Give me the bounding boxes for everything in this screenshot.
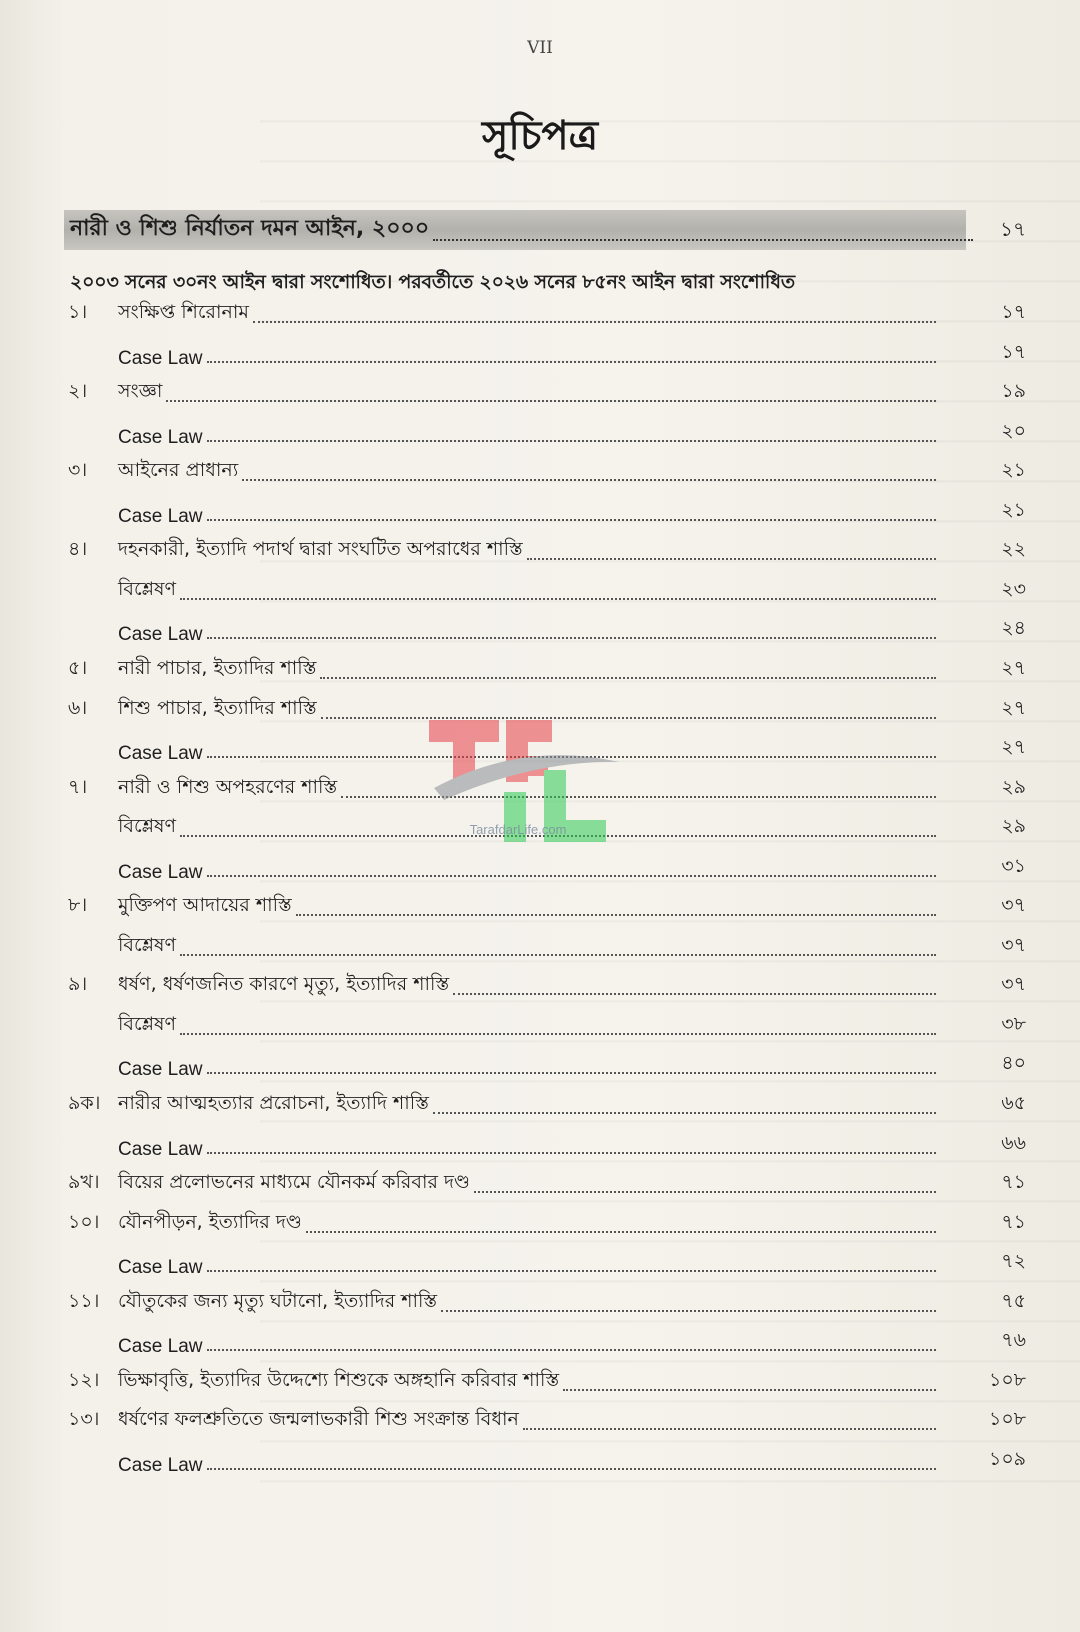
toc-sub-entry [68,498,1026,528]
toc-sub-entry [68,1012,1026,1042]
entry-title: বিয়ের প্রলোভনের মাধ্যমে যৌনকর্ম করিবার দণ্ড [118,1171,471,1194]
section-number: ৯। [68,973,88,996]
entry-title: যৌতুকের জন্য মৃত্যু ঘটানো, ইত্যাদির শাস্তি [118,1289,438,1312]
entry-title: শিশু পাচার, ইত্যাদির শাস্তি [118,696,317,719]
entry-title: ভিক্ষাবৃত্তি, ইত্যাদির উদ্দেশ্যে শিশুকে অঙ্গহানি করিবার শাস্তি [118,1368,560,1391]
page-number: VII [527,38,553,58]
entry-title: বিশ্লেষণ [118,1013,177,1035]
entry-title: Case Law [118,1336,203,1358]
entry-page-number: ২১ [1001,459,1026,482]
toc-sub-entry [68,1249,1026,1279]
entry-page-number: ৩৭ [1001,933,1026,956]
toc-section-entry [68,893,1026,923]
toc-section-entry [68,656,1026,686]
leader-dots [441,1310,936,1312]
entry-page-number: ২০ [1001,419,1026,442]
entry-page-number: ৭৬ [1001,1329,1026,1352]
entry-page-number: ৩৮ [1001,1012,1026,1035]
entry-page-number: ১০৮ [988,1408,1026,1431]
leader-dots [207,519,937,521]
entry-title: Case Law [118,1138,203,1160]
leader-dots [207,1270,937,1272]
toc-sub-entry [68,616,1026,646]
leader-dots [563,1389,936,1391]
leader-dots [207,361,937,363]
toc-sub-entry [68,1328,1026,1358]
section-number: ৭। [68,775,88,798]
entry-page-number: ৩১ [1001,854,1026,877]
leader-dots [321,717,936,719]
entry-page-number: ৭৫ [1001,1289,1026,1312]
entry-title: মুক্তিপণ আদায়ের শাস্তি [118,894,292,917]
entry-page-number: ২২ [1001,538,1026,561]
toc-section-entry [68,537,1026,567]
leader-dots [296,914,936,916]
entry-title: আইনের প্রাধান্য [118,459,239,482]
toc-sub-entry [68,933,1026,963]
toc-section-entry [68,458,1026,488]
entry-title: যৌনপীড়ন, ইত্যাদির দণ্ড [118,1210,302,1233]
toc-sub-entry [68,340,1026,370]
toc-sub-entry [68,854,1026,884]
toc-section-entry [68,1091,1026,1121]
entry-page-number: ২৭ [1001,736,1026,759]
section-number: ১১। [68,1289,100,1312]
entry-title: Case Law [118,505,203,527]
section-number: ১৩। [68,1408,100,1431]
leader-dots [320,677,936,679]
entry-page-number: ২৩ [1001,577,1026,600]
entry-title: Case Law [118,861,203,883]
entry-page-number: ১০৯ [988,1447,1026,1470]
leader-dots [453,993,936,995]
leader-dots [433,1112,936,1114]
toc-section-entry [68,300,1026,330]
entry-page-number: ২৪ [1001,617,1026,640]
section-number: ১২। [68,1368,100,1391]
leader-dots [166,400,936,402]
act-page-number: ১৭ [1000,217,1026,241]
section-number: ৩। [68,459,88,482]
leader-dots [180,954,936,956]
toc-sub-entry [68,1447,1026,1477]
toc-sub-entry [68,419,1026,449]
amendment-note: ২০০৩ সনের ৩০নং আইন দ্বারা সংশোধিত। পরবর্তীতে ২০২৬ সনের ৮৫নং আইন দ্বারা সংশোধিত [70,271,795,293]
leader-dots [207,1349,937,1351]
entry-page-number: ১৯ [1001,380,1026,403]
entry-title: Case Law [118,624,203,646]
entry-title: বিশ্লেষণ [118,934,177,956]
entry-page-number: ৩৭ [1001,894,1026,917]
leader-dots [207,1468,937,1470]
entry-page-number: ৭১ [1001,1210,1026,1233]
entry-title: Case Law [118,1257,203,1279]
entry-page-number: ৭২ [1001,1250,1026,1273]
leader-dots [306,1231,936,1233]
leader-dots [207,1152,937,1154]
section-number: ৯খ। [68,1171,100,1194]
leader-dots [527,558,936,560]
toc-sub-entry [68,1051,1026,1081]
leader-dots [207,1072,937,1074]
entry-page-number: ৩৭ [1001,973,1026,996]
toc-section-entry [68,1407,1026,1437]
entry-title: Case Law [118,1059,203,1081]
entry-title: Case Law [118,426,203,448]
toc-section-entry [68,1210,1026,1240]
entry-page-number: ২১ [1001,498,1026,521]
entry-title: নারী ও শিশু অপহরণের শাস্তি [118,775,338,798]
leader-dots [523,1428,936,1430]
entry-title: ধর্ষণের ফলশ্রুতিতে জন্মলাভকারী শিশু সংক্রান্ত বিধান [118,1408,519,1431]
entry-title: বিশ্লেষণ [118,578,177,600]
leader-dots [207,440,937,442]
leader-dots [180,1033,936,1035]
section-number: ৯ক। [68,1092,101,1114]
section-number: ১। [68,301,88,323]
section-number: ২। [68,380,88,403]
entry-page-number: ২৯ [1001,775,1026,798]
entry-page-number: ৪০ [1001,1052,1026,1075]
toc-section-entry [68,972,1026,1002]
section-number: ৫। [68,656,88,679]
entry-page-number: ৬৫ [1001,1092,1026,1114]
entry-title: বিশ্লেষণ [118,816,177,838]
entry-title: Case Law [118,347,203,369]
entry-page-number: ২৭ [1001,696,1026,719]
toc-section-entry [68,1368,1026,1398]
entry-title: সংজ্ঞা [118,380,163,403]
entry-page-number: ৬৬ [1001,1131,1026,1154]
entry-page-number: ১০৮ [988,1368,1026,1391]
leader-dots [253,321,936,323]
entry-title: নারীর আত্মহত্যার প্ররোচনা, ইত্যাদি শাস্তি [118,1092,429,1114]
entry-page-number: ২৭ [1001,656,1026,679]
leader-dots [474,1191,936,1193]
entry-page-number: ২৯ [1001,815,1026,838]
entry-title: দহনকারী, ইত্যাদি পদার্থ দ্বারা সংঘটিত অপরাধের শাস্তি [118,538,523,561]
entry-title: ধর্ষণ, ধর্ষণজনিত কারণে মৃত্যু, ইত্যাদির শাস্তি [118,973,450,996]
entry-page-number: ১৭ [1001,340,1026,363]
page-title: সূচিপত্র [482,112,598,159]
act-title: নারী ও শিশু নির্যাতন দমন আইন, ২০০০ [70,216,430,241]
entry-page-number: ৭১ [1001,1171,1026,1194]
leader-dots [242,479,936,481]
section-number: ৮। [68,894,88,917]
section-number: ৪। [68,538,88,561]
entry-page-number: ১৭ [1001,301,1026,323]
leader-dots [207,637,937,639]
leader-dots [207,875,937,877]
toc-section-entry [68,379,1026,409]
section-number: ১০। [68,1210,100,1233]
entry-title: সংক্ষিপ্ত শিরোনাম [118,301,249,323]
entry-title: Case Law [118,1454,203,1476]
section-number: ৬। [68,696,88,719]
leader-dots [180,598,936,600]
toc-section-entry [68,1170,1026,1200]
toc-sub-entry [68,1131,1026,1161]
entry-title: নারী পাচার, ইত্যাদির শাস্তি [118,656,317,679]
toc-sub-entry [68,577,1026,607]
toc-section-entry [68,1289,1026,1319]
entry-title: Case Law [118,743,203,765]
watermark-text: TarafdarLife.com [469,822,567,837]
